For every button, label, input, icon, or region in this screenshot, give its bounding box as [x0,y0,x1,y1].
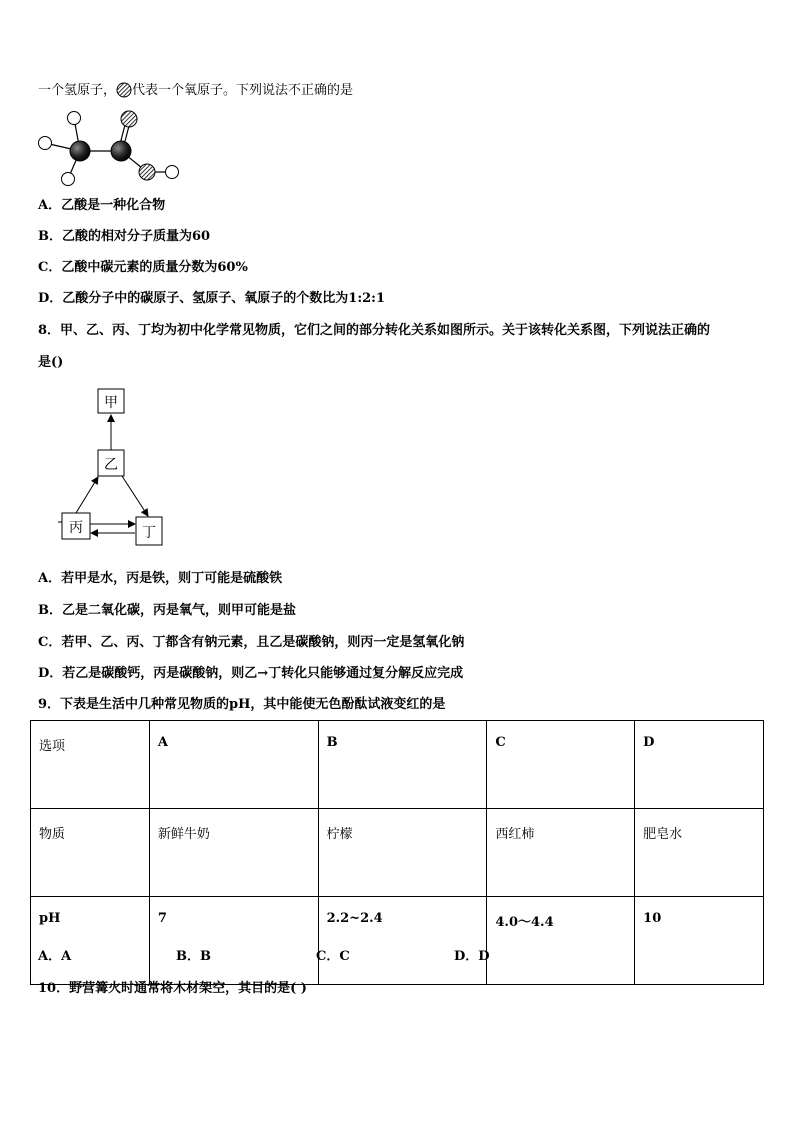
q7-intro [38,82,353,100]
table-cell: 4.0～4.4 [487,897,635,985]
table-cell: 新鲜牛奶 [149,809,318,897]
q7-intro-suffix: 代表一个氧原子。下列说法不正确的是 [132,83,354,98]
ph-table [30,720,764,985]
hydrogen-atom-icon [166,166,179,179]
table-cell: C [487,721,635,809]
table-cell: 选项 [31,721,150,809]
table-cell: 物质 [31,809,150,897]
oxygen-atom-icon [139,164,155,180]
hydrogen-atom-icon [68,112,81,125]
q8-option-c: C．若甲、乙、丙、丁都含有钠元素，且乙是碳酸钠，则丙一定是氢氧化钠 [38,635,465,650]
q9-option-b: B．B [176,949,211,964]
q8-option-b: B．乙是二氧化碳，丙是氧气，则甲可能是盐 [38,603,296,618]
q7-intro-prefix: 一个氢原子， [38,83,117,98]
table-cell: 西红柿 [487,809,635,897]
q7-option-c: C．乙酸中碳元素的质量分数为60% [38,260,248,275]
node-ding: 丁 [142,525,156,541]
oxygen-atom-icon [116,82,132,98]
table-row [31,721,764,809]
table-cell: D [635,721,764,809]
q7-option-b: B．乙酸的相对分子质量为60 [38,229,211,244]
q9-option-c: C．C [316,949,350,964]
q7-option-d: D．乙酸分子中的碳原子、氢原子、氧原子的个数比为1:2:1 [38,291,386,306]
table-cell: 7 [149,897,318,985]
arrow-bing-to-yi [76,477,98,513]
conversion-relation-diagram [56,384,176,550]
arrow-yi-to-ding [122,476,148,516]
q9-stem: 9．下表是生活中几种常见物质的pH，其中能使无色酚酞试液变红的是 [38,697,446,712]
table-cell: pH [31,897,150,985]
carbon-atom-icon [111,141,131,161]
table-cell: 10 [635,897,764,985]
q7-option-a: A．乙酸是一种化合物 [38,198,166,213]
table-cell: 2.2~2.4 [318,897,487,985]
q9-option-a: A．A [38,949,72,964]
hydrogen-atom-icon [39,137,52,150]
node-jia: 甲 [104,395,118,411]
q8-stem-line2: 是() [38,355,64,370]
table-row [31,897,764,985]
table-cell: 肥皂水 [635,809,764,897]
node-yi: 乙 [104,457,118,473]
table-cell: 柠檬 [318,809,487,897]
table-cell: B [318,721,487,809]
q9-options [38,948,490,966]
acetic-acid-molecule-diagram [30,106,190,190]
carbon-atom-icon [70,141,90,161]
q10-stem: 10．野营篝火时通常将木材架空，其目的是( ) [38,981,307,996]
oxygen-atom-icon [121,111,137,127]
node-bing: 丙 [69,520,83,536]
hydrogen-atom-icon [62,173,75,186]
q8-stem-line1: 8．甲、乙、丙、丁均为初中化学常见物质，它们之间的部分转化关系如图所示。关于该转化关系图，下列说法正确的 [38,323,711,338]
table-row [31,809,764,897]
q8-option-a: A．若甲是水，丙是铁，则丁可能是硫酸铁 [38,571,283,586]
q9-option-d: D．D [454,949,490,964]
table-cell: A [149,721,318,809]
q8-option-d: D．若乙是碳酸钙，丙是碳酸钠，则乙→丁转化只能够通过复分解反应完成 [38,666,464,681]
